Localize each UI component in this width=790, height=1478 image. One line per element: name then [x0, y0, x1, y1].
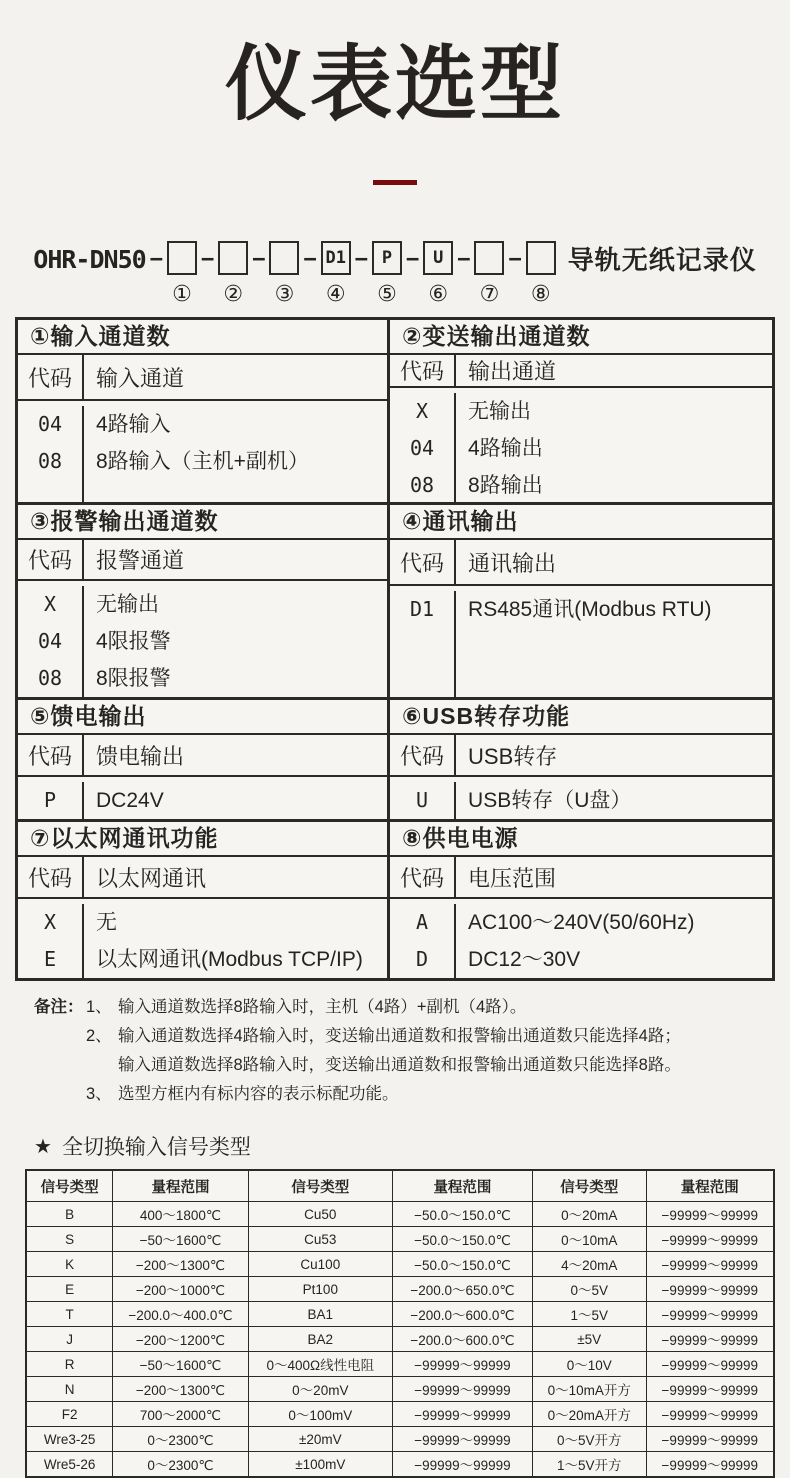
model-dash: −: [303, 247, 317, 273]
signal-cell: −99999～99999: [393, 1402, 533, 1427]
signal-cell: −200～1300℃: [113, 1252, 248, 1277]
code-column: [18, 586, 84, 697]
signal-cell: 400～1800℃: [113, 1202, 248, 1227]
notes-label: 备注：: [34, 998, 84, 1017]
section-body: [18, 899, 387, 978]
description-column: [456, 782, 772, 819]
code-description: 8路输入（主机+副机）: [96, 450, 309, 474]
signal-cell: ±20mV: [248, 1427, 392, 1452]
signal-cell: −50.0～150.0℃: [393, 1202, 533, 1227]
signal-header-cell: 信号类型: [248, 1170, 392, 1202]
signal-cell: 4～20mA: [532, 1252, 646, 1277]
signal-cell: −200～1000℃: [113, 1277, 248, 1302]
signal-cell: −99999～99999: [646, 1377, 774, 1402]
code-column: [18, 782, 84, 819]
section: [390, 505, 772, 700]
model-segment: [167, 241, 197, 305]
model-segment: [526, 241, 556, 305]
description-column: [456, 393, 772, 504]
section-header-row: [390, 540, 772, 586]
section-body: [390, 586, 772, 697]
model-code-segments: [146, 241, 556, 305]
signal-cell: −99999～99999: [646, 1402, 774, 1427]
spec-sections-grid: [15, 317, 775, 981]
signal-cell: −99999～99999: [646, 1327, 774, 1352]
signal-cell: T: [26, 1302, 113, 1327]
signal-cell: −99999～99999: [646, 1277, 774, 1302]
section-title: ②变送输出通道数: [390, 320, 772, 355]
table-row: [26, 1352, 774, 1377]
signal-cell: N: [26, 1377, 113, 1402]
code-value: 04: [409, 436, 435, 461]
note-text: 输入通道数选择4路输入时，变送输出通道数和报警输出通道数只能选择4路；: [118, 1027, 681, 1046]
section: [18, 320, 390, 505]
section-body: [18, 401, 387, 502]
section: [390, 700, 772, 822]
signal-cell: 0～10mA: [532, 1227, 646, 1252]
title-underline: [373, 180, 417, 185]
table-row: [26, 1227, 774, 1252]
section: [390, 822, 772, 978]
note-text: 选型方框内有标内容的表示标配功能。: [118, 1085, 399, 1104]
signal-cell: K: [26, 1252, 113, 1277]
code-description: RS485通讯(Modbus RTU): [468, 598, 712, 622]
code-value: E: [43, 947, 57, 972]
model-box: D1: [321, 241, 351, 275]
section-header-row: [390, 355, 772, 388]
section: [18, 822, 390, 978]
description-column-header: USB转存: [468, 743, 558, 769]
model-dash: −: [405, 247, 420, 273]
code-description: 以太网通讯(Modbus TCP/IP): [96, 948, 363, 972]
section: [18, 700, 390, 822]
code-description: 8路输出: [468, 474, 543, 498]
section-body: [390, 777, 772, 819]
signal-cell: ±100mV: [248, 1452, 392, 1478]
code-value: 04: [37, 629, 63, 654]
signal-cell: −99999～99999: [646, 1227, 774, 1252]
code-value: 04: [37, 412, 63, 437]
code-column-header: 代码: [390, 355, 456, 386]
signal-cell: −99999～99999: [393, 1352, 533, 1377]
code-column: [390, 904, 456, 978]
signal-cell: −50.0～150.0℃: [393, 1252, 533, 1277]
star-heading: [34, 1131, 790, 1161]
signal-cell: F2: [26, 1402, 113, 1427]
signal-cell: ±5V: [532, 1327, 646, 1352]
section: [390, 320, 772, 505]
signal-cell: 0～100mV: [248, 1402, 392, 1427]
description-column-header: 报警通道: [96, 548, 185, 574]
signal-cell: R: [26, 1352, 113, 1377]
code-column: [390, 393, 456, 504]
description-column-header: 输入通道: [96, 365, 185, 391]
signal-header-cell: 量程范围: [646, 1170, 774, 1202]
signal-cell: BA1: [248, 1302, 392, 1327]
model-box: [167, 241, 197, 275]
notes-items: [86, 993, 772, 1109]
code-value: A: [416, 910, 429, 935]
model-dash: −: [252, 247, 266, 273]
model-box: U: [423, 241, 453, 275]
model-segment: [474, 241, 504, 305]
section-body: [390, 388, 772, 504]
table-row: [26, 1252, 774, 1277]
model-box: [269, 241, 299, 275]
signal-cell: −99999～99999: [646, 1452, 774, 1478]
signal-cell: J: [26, 1327, 113, 1352]
model-box: [474, 241, 504, 275]
signal-cell: 0～400Ω线性电阻: [248, 1352, 392, 1377]
code-value: X: [416, 399, 429, 424]
model-dash: −: [457, 247, 471, 273]
description-column-header: 馈电输出: [96, 743, 185, 769]
signal-cell: Wre5-26: [26, 1452, 113, 1478]
model-prefix: OHR-DN50: [33, 245, 146, 275]
code-description: DC12～30V: [468, 948, 581, 972]
table-row: [26, 1202, 774, 1227]
signal-header-cell: 量程范围: [393, 1170, 533, 1202]
signal-cell: 0～5V: [532, 1277, 646, 1302]
signal-cell: −99999～99999: [646, 1202, 774, 1227]
description-column-header: 以太网通讯: [96, 865, 207, 891]
signal-cell: Cu53: [248, 1227, 392, 1252]
signal-cell: −200～1200℃: [113, 1327, 248, 1352]
code-description: AC100～240V(50/60Hz): [468, 911, 695, 935]
model-segment: [423, 241, 453, 305]
model-dash: −: [200, 247, 215, 273]
note-line: [86, 993, 772, 1022]
code-column: [18, 406, 84, 502]
signal-cell: −99999～99999: [393, 1452, 533, 1478]
signal-cell: −200.0～400.0℃: [113, 1302, 248, 1327]
note-number: 3、: [86, 1085, 112, 1104]
note-number: [86, 1051, 118, 1080]
section-header-row: [18, 735, 387, 777]
code-column-header: 代码: [18, 355, 84, 399]
code-column: [390, 782, 456, 819]
section-header-row: [18, 857, 387, 899]
code-value: X: [43, 592, 57, 617]
notes: [34, 993, 772, 1109]
note-number: 1、: [86, 998, 112, 1017]
table-row: [26, 1377, 774, 1402]
section-header-row: [18, 540, 387, 581]
note-text: 输入通道数选择8路输入时，变送输出通道数和报警输出通道数只能选择8路。: [118, 1056, 681, 1075]
code-description: DC24V: [96, 789, 164, 813]
table-row: [26, 1402, 774, 1427]
code-value: X: [43, 910, 57, 935]
signal-cell: 0～2300℃: [113, 1427, 248, 1452]
star-heading-text: 全切换输入信号类型: [61, 1136, 251, 1160]
signal-cell: −200.0～600.0℃: [393, 1302, 533, 1327]
signal-table-body: [26, 1202, 774, 1478]
signal-cell: −50.0～150.0℃: [393, 1227, 533, 1252]
table-row: [26, 1302, 774, 1327]
code-description: 4路输入: [96, 413, 171, 437]
code-description: 4限报警: [96, 630, 171, 654]
signal-header-cell: 量程范围: [113, 1170, 248, 1202]
signal-header-row: [26, 1170, 774, 1202]
position-number: ⑥: [428, 281, 449, 307]
position-number: ⑤: [377, 281, 397, 307]
description-column: [84, 406, 387, 502]
signal-cell: 700～2000℃: [113, 1402, 248, 1427]
position-number: ③: [274, 281, 295, 307]
section-title: ⑥USB转存功能: [390, 700, 772, 735]
code-value: D: [416, 947, 429, 972]
position-number: ②: [223, 281, 244, 307]
model-segment: [269, 241, 299, 305]
model-box: [218, 241, 248, 275]
signal-table: [25, 1169, 775, 1478]
signal-header-cell: 信号类型: [532, 1170, 646, 1202]
note-line: [86, 1080, 772, 1109]
description-column-header: 通讯输出: [468, 550, 557, 576]
code-column-header: 代码: [390, 735, 456, 775]
signal-cell: BA2: [248, 1327, 392, 1352]
code-value: 08: [37, 666, 63, 691]
section-body: [390, 899, 772, 978]
code-description: 无: [96, 911, 117, 935]
position-number: ⑧: [530, 281, 551, 307]
code-column-header: 代码: [18, 735, 84, 775]
description-column: [456, 904, 772, 978]
model-suffix: 导轨无纸记录仪: [567, 245, 757, 276]
code-column: [390, 591, 456, 697]
signal-cell: 0～2300℃: [113, 1452, 248, 1478]
signal-cell: 1～5V开方: [532, 1452, 646, 1478]
note-line: [86, 1051, 772, 1080]
note-line: [86, 1022, 772, 1051]
code-description: 无输出: [468, 400, 532, 424]
signal-cell: −200.0～650.0℃: [393, 1277, 533, 1302]
signal-cell: −200.0～600.0℃: [393, 1327, 533, 1352]
signal-cell: 0～5V开方: [532, 1427, 646, 1452]
code-description: USB转存（U盘）: [468, 789, 632, 813]
table-row: [26, 1427, 774, 1452]
signal-cell: −99999～99999: [646, 1302, 774, 1327]
model-segment: [321, 241, 351, 305]
signal-cell: −99999～99999: [646, 1427, 774, 1452]
position-number: ④: [325, 281, 346, 307]
signal-cell: Wre3-25: [26, 1427, 113, 1452]
position-number: ①: [172, 281, 192, 307]
signal-cell: Cu100: [248, 1252, 392, 1277]
signal-cell: −99999～99999: [393, 1427, 533, 1452]
code-value: P: [43, 788, 57, 813]
position-number: ⑦: [479, 281, 500, 307]
section-title: ⑦以太网通讯功能: [18, 822, 387, 857]
model-box: P: [372, 241, 402, 275]
signal-cell: 0～20mV: [248, 1377, 392, 1402]
model-segment: [372, 241, 402, 305]
section-title: ③报警输出通道数: [18, 505, 387, 540]
note-text: 输入通道数选择8路输入时，主机（4路）+副机（4路）。: [118, 998, 527, 1017]
description-column-header: 输出通道: [468, 359, 557, 385]
code-description: 4路输出: [468, 437, 543, 461]
description-column: [456, 591, 772, 697]
code-description: 无输出: [96, 593, 159, 617]
code-column-header: 代码: [390, 857, 456, 897]
code-value: U: [416, 788, 429, 813]
signal-cell: Pt100: [248, 1277, 392, 1302]
model-box: [526, 241, 556, 275]
signal-cell: −50～1600℃: [113, 1227, 248, 1252]
section-title: ④通讯输出: [390, 505, 772, 540]
code-value: 08: [409, 473, 435, 498]
code-column-header: 代码: [18, 540, 84, 579]
model-dash: −: [354, 247, 368, 273]
signal-cell: −200～1300℃: [113, 1377, 248, 1402]
signal-cell: Cu50: [248, 1202, 392, 1227]
signal-cell: −99999～99999: [393, 1377, 533, 1402]
signal-cell: 1～5V: [532, 1302, 646, 1327]
section-header-row: [18, 355, 387, 401]
description-column: [84, 586, 387, 697]
table-row: [26, 1327, 774, 1352]
section-header-row: [390, 735, 772, 777]
code-column: [18, 904, 84, 978]
table-row: [26, 1452, 774, 1478]
section-title: ①输入通道数: [18, 320, 387, 355]
code-description: 8限报警: [96, 667, 171, 691]
model-line: [0, 241, 790, 305]
code-value: 08: [37, 449, 63, 474]
signal-cell: 0～20mA开方: [532, 1402, 646, 1427]
signal-cell: 0～10mA开方: [532, 1377, 646, 1402]
table-row: [26, 1277, 774, 1302]
code-value: D1: [409, 597, 435, 622]
signal-cell: −99999～99999: [646, 1352, 774, 1377]
signal-header-cell: 信号类型: [26, 1170, 113, 1202]
section-header-row: [390, 857, 772, 899]
section-title: ⑤馈电输出: [18, 700, 387, 735]
code-column-header: 代码: [18, 857, 84, 897]
description-column: [84, 782, 387, 819]
signal-cell: 0～10V: [532, 1352, 646, 1377]
section-title: ⑧供电电源: [390, 822, 772, 857]
signal-cell: E: [26, 1277, 113, 1302]
section-body: [18, 581, 387, 697]
section: [18, 505, 390, 700]
model-dash: −: [149, 247, 163, 273]
signal-cell: S: [26, 1227, 113, 1252]
signal-cell: 0～20mA: [532, 1202, 646, 1227]
signal-cell: −50～1600℃: [113, 1352, 248, 1377]
description-column-header: 电压范围: [468, 865, 557, 891]
model-dash: −: [508, 247, 522, 273]
model-segment: [218, 241, 248, 305]
section-body: [18, 777, 387, 819]
page-title: 仪表选型: [224, 39, 565, 130]
code-column-header: 代码: [390, 540, 456, 584]
signal-cell: −99999～99999: [646, 1252, 774, 1277]
signal-cell: B: [26, 1202, 113, 1227]
description-column: [84, 904, 387, 978]
note-number: 2、: [86, 1027, 112, 1046]
star-icon: ★: [34, 1135, 52, 1158]
